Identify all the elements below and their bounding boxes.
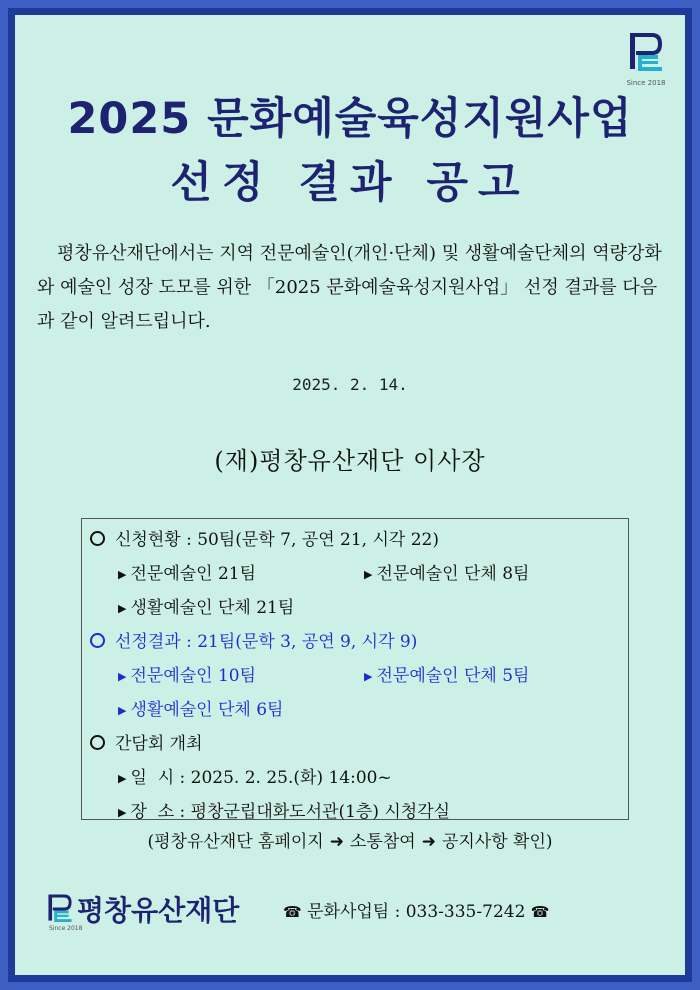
meeting-time: 일 시 : 2025. 2. 25.(화) 14:00~	[130, 768, 392, 788]
meeting-place-row	[90, 795, 628, 829]
since-label: Since 2018	[626, 79, 666, 87]
circle-bullet-icon	[90, 633, 105, 648]
list-item	[364, 659, 529, 694]
page-title-line2: 선정 결과 공고	[170, 158, 530, 208]
notice-paren-open: (	[147, 832, 155, 852]
list-item	[118, 591, 294, 626]
details-box	[81, 518, 629, 820]
triangle-bullet-icon: ▶	[118, 772, 127, 785]
notice-menu: 소통참여	[349, 832, 416, 852]
application-items-row1	[90, 557, 628, 591]
application-items-row2	[90, 591, 628, 625]
top-logo	[621, 33, 671, 87]
result-heading: 선정결과 : 21팀(문학 3, 공연 9, 시각 9)	[115, 632, 418, 652]
notice-submenu: 공지사항 확인	[441, 832, 546, 852]
result-heading-row	[90, 625, 628, 659]
application-item1: 전문예술인 21팀	[130, 564, 257, 584]
footer	[37, 883, 667, 933]
announcement-date: 2025. 2. 14.	[292, 375, 408, 394]
page-inner-border	[8, 8, 692, 982]
footer-org-name: 평창유산재단	[77, 894, 240, 927]
meeting-time-row	[90, 761, 628, 795]
contact-text: 문화사업팀 : 033-335-7242	[307, 902, 526, 922]
homepage-notice	[15, 827, 685, 852]
result-items-row2	[90, 693, 628, 727]
triangle-bullet-icon: ▶	[118, 602, 127, 615]
circle-bullet-icon	[90, 531, 105, 546]
triangle-bullet-icon: ▶	[118, 670, 127, 683]
triangle-bullet-icon: ▶	[118, 806, 127, 819]
triangle-bullet-icon: ▶	[364, 670, 373, 683]
triangle-bullet-icon: ▶	[118, 568, 127, 581]
list-item	[118, 693, 283, 728]
application-item3: 생활예술인 단체 21팀	[130, 598, 295, 618]
footer-since: Since 2018	[49, 925, 83, 932]
list-item	[118, 659, 256, 694]
circle-bullet-icon	[90, 735, 105, 750]
result-item1: 전문예술인 10팀	[130, 666, 257, 686]
notice-document	[15, 15, 685, 975]
phone-icon: ☎	[283, 903, 302, 921]
triangle-bullet-icon: ▶	[364, 568, 373, 581]
meeting-heading-row	[90, 727, 628, 761]
issuer: (재)평창유산재단 이사장	[214, 447, 486, 475]
result-item2: 전문예술인 단체 5팀	[376, 666, 530, 686]
application-heading: 신청현황 : 50팀(문학 7, 공연 21, 시각 22)	[115, 530, 439, 550]
result-item3: 생활예술인 단체 6팀	[130, 700, 284, 720]
footer-logo	[47, 889, 240, 932]
page-title-line1: 2025 문화예술육성지원사업	[67, 94, 633, 144]
meeting-place: 장 소 : 평창군립대화도서관(1층) 시청각실	[130, 802, 451, 822]
meeting-heading: 간담회 개최	[115, 734, 203, 754]
list-item	[118, 557, 256, 592]
triangle-bullet-icon: ▶	[118, 704, 127, 717]
pc-logo-icon	[628, 33, 664, 73]
phone-icon: ☎	[530, 903, 550, 921]
contact-info	[283, 897, 549, 922]
arrow-right-icon: ➜	[421, 832, 436, 852]
intro-paragraph: 평창유산재단에서는 지역 전문예술인(개인·단체) 및 생활예술단체의 역량강화와 예술인 성장 도모를 위한 「2025 문화예술육성지원사업」 선정 결과를 다음과 같이 알려드립니다.	[37, 243, 662, 332]
list-item	[364, 557, 529, 592]
arrow-right-icon: ➜	[329, 832, 344, 852]
notice-homepage: 평창유산재단 홈페이지	[154, 832, 324, 852]
result-items-row1	[90, 659, 628, 693]
pc-logo-icon	[47, 894, 73, 924]
notice-paren-close: )	[545, 832, 553, 852]
application-heading-row	[90, 523, 628, 557]
application-item2: 전문예술인 단체 8팀	[376, 564, 530, 584]
